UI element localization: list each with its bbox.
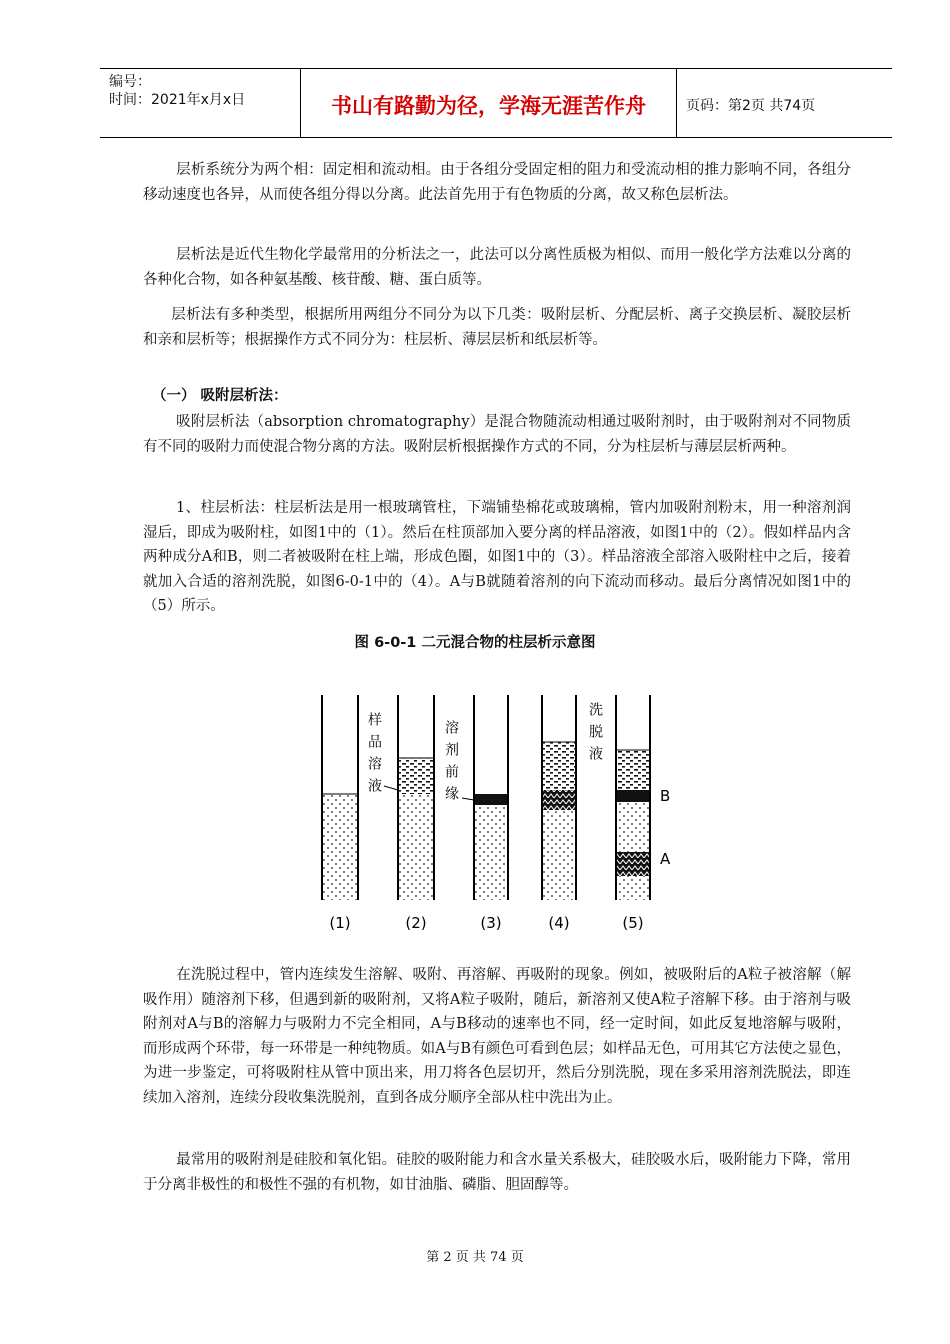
label-sample-solution: 样品溶液 [366, 712, 382, 800]
paragraph-3-text: 层析法有多种类型，根据所用两组分不同分为以下几类：吸附层析、分配层析、离子交换层析、凝胶层析和亲和层析等；根据操作方式不同分为：柱层析、薄层层析和纸层析等。 [143, 307, 851, 348]
paragraph-6-text: 在洗脱过程中，管内连续发生溶解、吸附、再溶解、再吸附的现象。例如，被吸附后的A粒子被溶解（解吸作用）随溶剂下移，但遇到新的吸附剂，又将A粒子吸附，随后，新溶剂又使A粒子溶解下移。由于溶剂与吸附剂对A与B的溶解力与吸附力不完全相同，A与B移动的速率也不同，经一定时间，如此反复地溶解与吸附，而形成两个环带，每一环带是一种纯物质。如A与B有颜色可看到色层；如样品无色，可用其它方法使之显色，为进一步鉴定，可将吸附柱从管中顶出来，用刀将各色层切开，然后分别洗脱，现在多采用溶剂洗脱法，即连续加入溶剂，连续分段收集洗脱剂，直到各成分顺序全部从柱中洗出为止。 [143, 967, 851, 1106]
number-label: 编号： [109, 74, 151, 90]
paragraph-4-text: 吸附层析法（absorption chromatography）是混合物随流动相通过吸附剂时，由于吸附剂对不同物质有不同的吸附力而使混合物分离的方法。吸附层析根据操作方式的不同，分为柱层析与薄层层析两种。 [143, 414, 851, 455]
paragraph-3 [143, 303, 851, 352]
section-title: （一） 吸附层析法： [152, 388, 288, 404]
tube-1 [322, 695, 358, 900]
paragraph-7-text: 最常用的吸附剂是硅胶和氧化铝。硅胶的吸附能力和含水量关系极大，硅胶吸水后，吸附能力下降，常用于分离非极性的和极性不强的有机物，如甘油脂、磷脂、胆固醇等。 [143, 1152, 851, 1193]
paragraph-6 [143, 963, 851, 1110]
tube-label-1: (1) [329, 914, 351, 932]
label-solvent-front: 溶剂前缘 [443, 720, 459, 808]
paragraph-5-text: 1、柱层析法：柱层析法是用一根玻璃管柱，下端铺垫棉花或玻璃棉，管内加吸附剂粉末，用一种溶剂润湿后，即成为吸附柱，如图1中的（1）。然后在柱顶部加入要分离的样品溶液，如图1中的（2）。假如样品内含两种成分A和B，则二者被吸附在柱上端，形成色圈，如图1中的（3）。样品溶液全部溶入吸附柱中之后，接着就加入合适的溶剂洗脱，如图6-0-1中的（4）。A与B就随着溶剂的向下流动而移动。最后分离情况如图1中的（5）所示。 [143, 500, 851, 614]
tube-label-3: (3) [480, 914, 502, 932]
tube-label-4: (4) [548, 914, 570, 932]
paragraph-7 [143, 1148, 851, 1197]
tube-4 [542, 695, 576, 900]
label-A: A [660, 850, 671, 868]
paragraph-2-text: 层析法是近代生物化学最常用的分析法之一，此法可以分离性质极为相似、而用一般化学方法难以分离的各种化合物，如各种氨基酸、核苷酸、糖、蛋白质等。 [143, 247, 851, 288]
paragraph-4 [143, 410, 851, 459]
label-B: B [660, 787, 671, 805]
tube-label-2: (2) [405, 914, 427, 932]
tube-3 [474, 695, 508, 900]
tube-2 [398, 695, 434, 900]
paragraph-1 [143, 158, 851, 207]
date-label: 时间：2021年x月x日 [109, 92, 246, 108]
tube-label-5: (5) [622, 914, 644, 932]
page-header [100, 68, 892, 138]
paragraph-2 [143, 243, 851, 292]
header-page-label: 页码：第2页 共74页 [686, 98, 816, 114]
header-motto: 书山有路勤为径，学海无涯苦作舟 [301, 69, 677, 137]
header-meta [100, 69, 301, 137]
paragraph-1-text: 层析系统分为两个相：固定相和流动相。由于各组分受固定相的阻力和受流动相的推力影响不同，各组分移动速度也各异，从而使各组分得以分离。此法首先用于有色物质的分离，故又称色层析法。 [143, 162, 851, 203]
figure-caption: 图 6-0-1 二元混合物的柱层析示意图 [354, 635, 596, 651]
label-eluent: 洗脱液 [587, 702, 603, 768]
page-footer: 第 2 页 共 74 页 [426, 1250, 524, 1265]
tube-5 [616, 695, 650, 900]
column-chromatography-figure [314, 690, 674, 940]
paragraph-5 [143, 496, 851, 619]
